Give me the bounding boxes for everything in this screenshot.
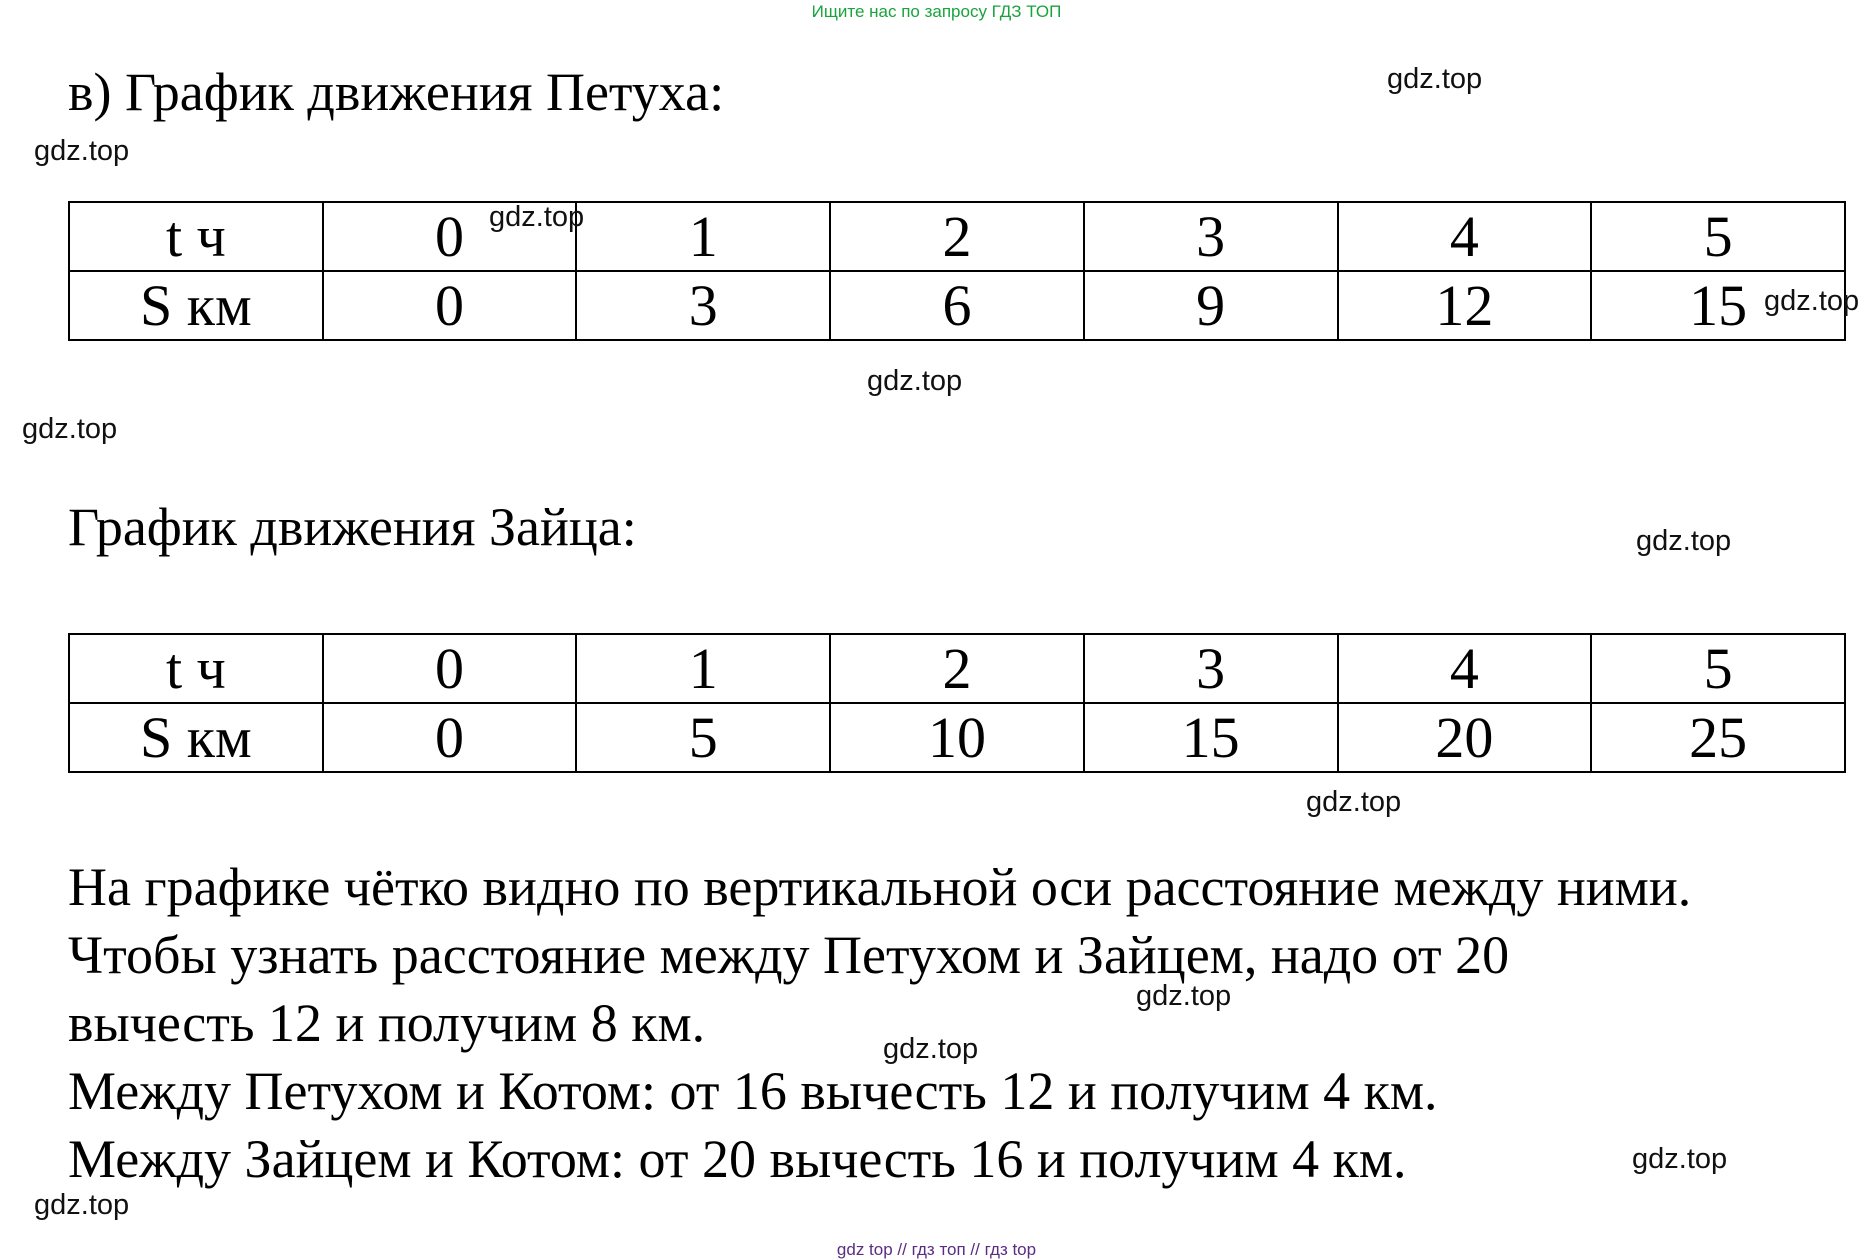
explanation-line-5: Между Зайцем и Котом: от 20 вычесть 16 и получим 4 км. [68, 1129, 1407, 1189]
row-label-distance: S км [69, 703, 323, 772]
row-label-time: t ч [69, 634, 323, 703]
watermark: gdz.top [34, 1189, 130, 1221]
table-cell: 10 [830, 703, 1084, 772]
table-cell: 1 [576, 202, 830, 271]
footer-links: gdz top // гдз топ // гдз top [836, 1240, 1037, 1259]
top-banner: Ищите нас по запросу ГДЗ ТОП [811, 2, 1062, 21]
watermark: gdz.top [1306, 786, 1402, 818]
table-cell: 5 [576, 703, 830, 772]
table-cell: 3 [1084, 634, 1338, 703]
watermark: gdz.top [883, 1033, 979, 1065]
table-cell: 15 [1084, 703, 1338, 772]
table-cell: 5 [1591, 634, 1845, 703]
table-cell: 15 [1591, 271, 1845, 340]
table-cell: 4 [1338, 202, 1592, 271]
watermark: gdz.top [1387, 63, 1483, 95]
table-cell: 0 [323, 703, 577, 772]
table-cell: 0 [323, 271, 577, 340]
explanation-line-4: Между Петухом и Котом: от 16 вычесть 12 и получим 4 км. [68, 1061, 1438, 1121]
watermark: gdz.top [22, 413, 118, 445]
table-cell: 6 [830, 271, 1084, 340]
row-label-time: t ч [69, 202, 323, 271]
hare-table [68, 633, 1846, 773]
watermark: gdz.top [1764, 285, 1860, 317]
table-row-distance [69, 703, 1845, 772]
table-cell: 20 [1338, 703, 1592, 772]
table-cell: 5 [1591, 202, 1845, 271]
watermark: gdz.top [1136, 980, 1232, 1012]
explanation-line-1: На графике чётко видно по вертикальной оси расстояние между ними. [68, 857, 1692, 917]
table-cell: 3 [576, 271, 830, 340]
watermark: gdz.top [34, 135, 130, 167]
table-cell: 1 [576, 634, 830, 703]
table-cell: 9 [1084, 271, 1338, 340]
rooster-table [68, 201, 1846, 341]
table-cell: 4 [1338, 634, 1592, 703]
table-cell: 12 [1338, 271, 1592, 340]
table-row-distance [69, 271, 1845, 340]
explanation-line-3: вычесть 12 и получим 8 км. [68, 993, 706, 1053]
row-label-distance: S км [69, 271, 323, 340]
table-cell: 3 [1084, 202, 1338, 271]
watermark: gdz.top [489, 201, 585, 233]
rooster-chart-title: в) График движения Петуха: [68, 62, 725, 122]
table-cell: 2 [830, 634, 1084, 703]
hare-chart-title: График движения Зайца: [68, 497, 637, 557]
explanation-line-2: Чтобы узнать расстояние между Петухом и Зайцем, надо от 20 [68, 925, 1510, 985]
table-row-time [69, 634, 1845, 703]
table-cell: 25 [1591, 703, 1845, 772]
table-cell: 0 [323, 202, 577, 271]
watermark: gdz.top [1632, 1143, 1728, 1175]
table-row-time [69, 202, 1845, 271]
table-cell: 0 [323, 634, 577, 703]
watermark: gdz.top [867, 365, 963, 397]
watermark: gdz.top [1636, 525, 1732, 557]
table-cell: 2 [830, 202, 1084, 271]
